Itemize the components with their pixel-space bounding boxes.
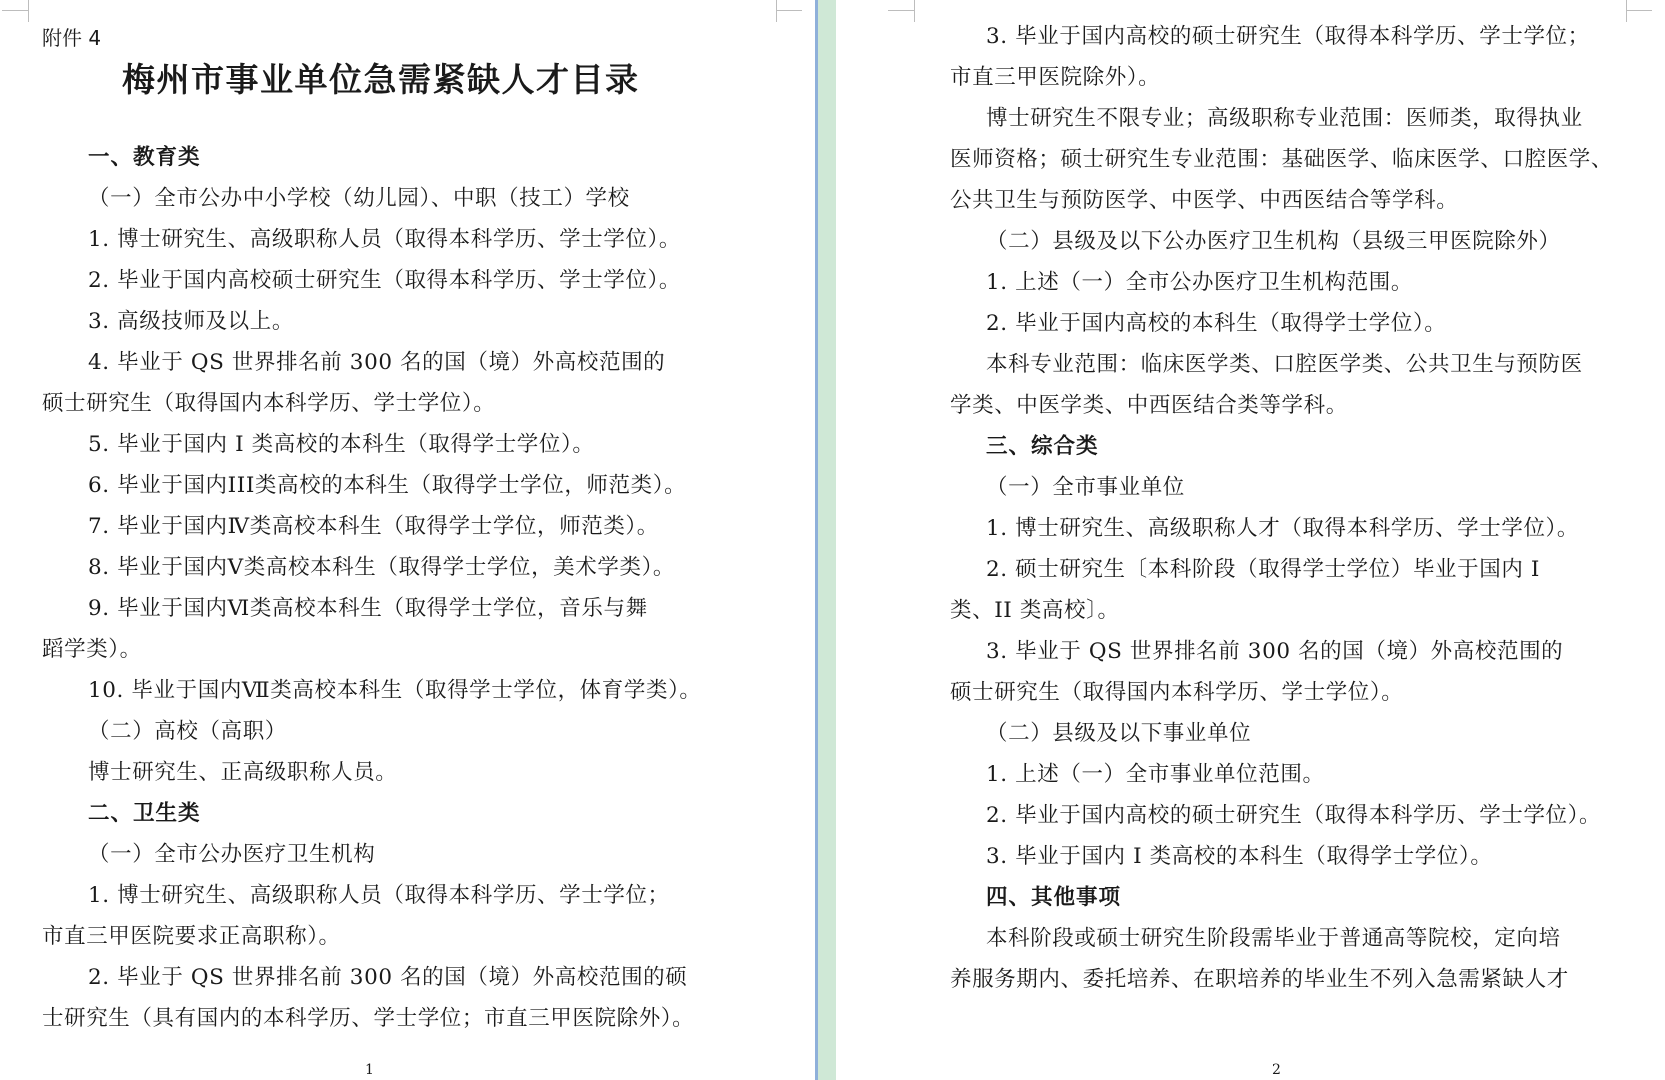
- text-line: 1. 上述（一）全市事业单位范围。: [986, 762, 1325, 787]
- text-line: 3. 毕业于 QS 世界排名前 300 名的国（境）外高校范围的: [986, 639, 1564, 664]
- text-line: 蹈学类）。: [42, 637, 142, 662]
- text-line: 学类、中医学类、中西医结合类等学科。: [950, 393, 1348, 418]
- text-line: 2. 毕业于国内高校硕士研究生（取得本科学历、学士学位）。: [88, 268, 681, 293]
- text-line: 博士研究生不限专业；高级职称专业范围：医师类，取得执业: [986, 106, 1583, 131]
- text-line: 博士研究生、正高级职称人员。: [88, 760, 398, 785]
- text-line: 公共卫生与预防医学、中医学、中西医结合等学科。: [950, 188, 1459, 213]
- section-heading: 四、其他事项: [986, 885, 1122, 910]
- page-gutter-divider: [815, 0, 818, 1080]
- crop-mark: [776, 10, 802, 11]
- text-line: 8. 毕业于国内Ⅴ类高校本科生（取得学士学位，美术学类）。: [88, 555, 676, 580]
- text-line: 市直三甲医院除外）。: [950, 65, 1161, 90]
- document-page-2: [836, 0, 1665, 1080]
- text-line: 本科专业范围：临床医学类、口腔医学类、公共卫生与预防医: [986, 352, 1583, 377]
- section-heading: 二、卫生类: [88, 801, 201, 826]
- text-line: 士研究生（具有国内的本科学历、学士学位；市直三甲医院除外）。: [42, 1006, 695, 1031]
- text-line: 1. 博士研究生、高级职称人才（取得本科学历、学士学位）。: [986, 516, 1579, 541]
- attachment-label: 附件 4: [42, 26, 102, 50]
- page-number: 2: [1272, 1062, 1281, 1078]
- text-line: 9. 毕业于国内Ⅵ类高校本科生（取得学士学位，音乐与舞: [88, 596, 648, 621]
- text-line: 硕士研究生（取得国内本科学历、学士学位）。: [950, 680, 1404, 705]
- subsection-heading: （一）全市事业单位: [986, 475, 1185, 500]
- subsection-heading: （一）全市公办中小学校（幼儿园）、中职（技工）学校: [88, 186, 630, 211]
- text-line: 养服务期内、委托培养、在职培养的毕业生不列入急需紧缺人才: [950, 967, 1569, 992]
- subsection-heading: （二）县级及以下公办医疗卫生机构（县级三甲医院除外）: [986, 229, 1561, 254]
- text-line: 医师资格；硕士研究生专业范围：基础医学、临床医学、口腔医学、: [950, 147, 1614, 172]
- text-line: 类、II 类高校〕。: [950, 598, 1120, 623]
- page-number: 1: [365, 1062, 374, 1078]
- text-line: 7. 毕业于国内Ⅳ类高校本科生（取得学士学位，师范类）。: [88, 514, 659, 539]
- subsection-heading: （一）全市公办医疗卫生机构: [88, 842, 376, 867]
- section-heading: 一、教育类: [88, 145, 201, 170]
- document-title: 梅州市事业单位急需紧缺人才目录: [122, 60, 640, 99]
- text-line: 5. 毕业于国内 I 类高校的本科生（取得学士学位）。: [88, 432, 595, 457]
- text-line: 2. 硕士研究生〔本科阶段（取得学士学位）毕业于国内 I: [986, 557, 1540, 582]
- crop-mark: [914, 0, 915, 22]
- text-line: 6. 毕业于国内III类高校的本科生（取得学士学位，师范类）。: [88, 473, 687, 498]
- text-line: 4. 毕业于 QS 世界排名前 300 名的国（境）外高校范围的: [88, 350, 666, 375]
- text-line: 1. 博士研究生、高级职称人员（取得本科学历、学士学位；: [88, 883, 670, 908]
- text-line: 3. 高级技师及以上。: [88, 309, 294, 334]
- crop-mark: [888, 10, 914, 11]
- crop-mark: [776, 0, 777, 22]
- text-line: 2. 毕业于国内高校的本科生（取得学士学位）。: [986, 311, 1447, 336]
- crop-mark: [1626, 10, 1652, 11]
- text-line: 3. 毕业于国内 I 类高校的本科生（取得学士学位）。: [986, 844, 1493, 869]
- subsection-heading: （二）县级及以下事业单位: [986, 721, 1252, 746]
- text-line: 本科阶段或硕士研究生阶段需毕业于普通高等院校，定向培: [986, 926, 1561, 951]
- section-heading: 三、综合类: [986, 434, 1099, 459]
- subsection-heading: （二）高校（高职）: [88, 719, 287, 744]
- text-line: 1. 博士研究生、高级职称人员（取得本科学历、学士学位）。: [88, 227, 681, 252]
- text-line: 2. 毕业于国内高校的硕士研究生（取得本科学历、学士学位）。: [986, 803, 1602, 828]
- text-line: 2. 毕业于 QS 世界排名前 300 名的国（境）外高校范围的硕: [88, 965, 688, 990]
- text-line: 3. 毕业于国内高校的硕士研究生（取得本科学历、学士学位；: [986, 24, 1590, 49]
- text-line: 市直三甲医院要求正高职称）。: [42, 924, 341, 949]
- text-line: 10. 毕业于国内Ⅶ类高校本科生（取得学士学位，体育学类）。: [88, 678, 702, 703]
- page-gutter: [815, 0, 836, 1080]
- crop-mark: [2, 10, 28, 11]
- text-line: 1. 上述（一）全市公办医疗卫生机构范围。: [986, 270, 1413, 295]
- crop-mark: [1626, 0, 1627, 22]
- document-page-1: [0, 0, 815, 1080]
- text-line: 硕士研究生（取得国内本科学历、学士学位）。: [42, 391, 496, 416]
- crop-mark: [28, 0, 29, 22]
